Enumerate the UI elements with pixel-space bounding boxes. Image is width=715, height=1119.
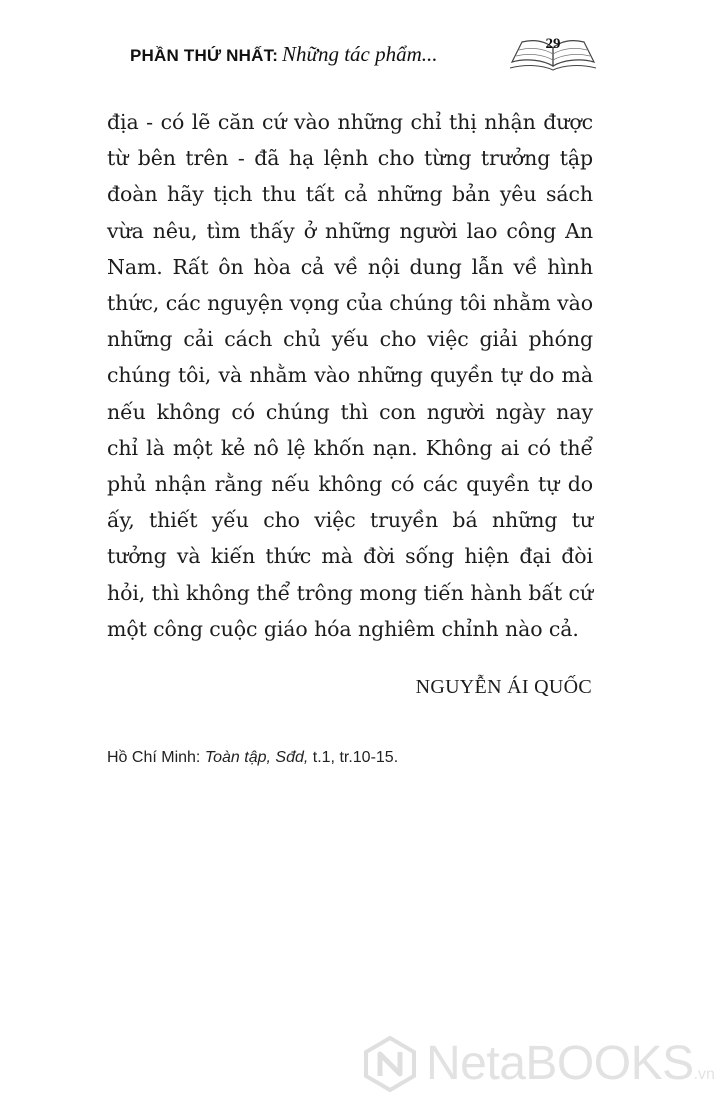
text-line: thức, các nguyện vọng của chúng tôi nhằm vào bbox=[107, 291, 593, 316]
citation-title: Toàn tập, Sđd, bbox=[204, 749, 309, 766]
text-line: từ bên trên - đã hạ lệnh cho từng trưởng tập bbox=[107, 146, 593, 171]
text-line: địa - có lẽ căn cứ vào những chỉ thị nhận được bbox=[107, 110, 593, 134]
running-header bbox=[130, 36, 610, 76]
text-line: chỉ là một kẻ nô lệ khốn nạn. Không ai có thể bbox=[107, 435, 593, 460]
publisher-watermark bbox=[362, 1030, 715, 1100]
text-line: phủ nhận rằng nếu không có các quyền tự do bbox=[107, 472, 593, 497]
watermark-brand: NetaBOOKS bbox=[426, 1037, 694, 1090]
watermark-domain: .vn bbox=[693, 1066, 715, 1083]
body-paragraph bbox=[107, 104, 593, 647]
text-line: một công cuộc giáo hóa nghiêm chỉnh nào cả. bbox=[107, 616, 579, 641]
text-line: chúng tôi, và nhằm vào những quyền tự do mà bbox=[107, 363, 593, 388]
text-line: hỏi, thì không thể trông mong tiến hành bất cứ bbox=[107, 580, 593, 605]
text-line: những cải cách chủ yếu cho việc giải phóng bbox=[107, 327, 593, 352]
citation-author: Hồ Chí Minh: bbox=[107, 749, 205, 766]
text-line: đoàn hãy tịch thu tất cả những bản yêu sách bbox=[107, 182, 593, 207]
text-line: tưởng và kiến thức mà đời sống hiện đại đòi bbox=[107, 544, 593, 569]
netabooks-logo-icon bbox=[362, 1036, 418, 1092]
page-number: 29 bbox=[545, 36, 561, 52]
header-subtitle: Những tác phẩm... bbox=[282, 42, 438, 66]
header-section-title: PHẦN THỨ NHẤT: bbox=[130, 46, 279, 65]
citation-pages: t.1, tr.10-15. bbox=[308, 749, 399, 766]
author-signature: NGUYỄN ÁI QUỐC bbox=[415, 676, 592, 698]
text-line: nếu không có chúng thì con người ngày nay bbox=[107, 399, 593, 424]
text-line: ấy, thiết yếu cho việc truyền bá những tư bbox=[107, 508, 593, 533]
text-line: vừa nêu, tìm thấy ở những người lao công An bbox=[107, 218, 593, 243]
watermark-text bbox=[426, 1036, 715, 1091]
text-line: Nam. Rất ôn hòa cả về nội dung lẫn về hình bbox=[107, 254, 593, 279]
source-citation bbox=[107, 749, 398, 767]
